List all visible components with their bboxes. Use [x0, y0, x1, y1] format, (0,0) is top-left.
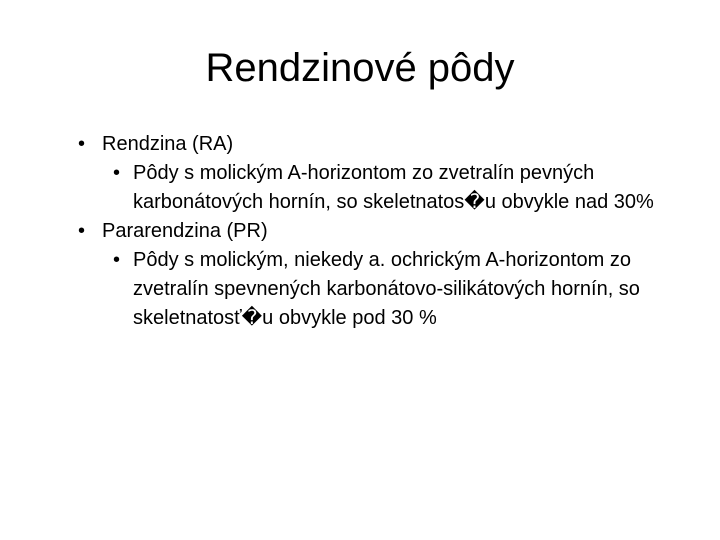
bullet-rendzina [0, 130, 692, 159]
bullet-pararendzina [0, 217, 692, 246]
sub-bullet-pararendzina [0, 246, 673, 333]
bullet-heading-pararendzina: Pararendzina (PR) [102, 220, 268, 242]
sub-bullet-text-rendzina: Pôdy s molickým A-horizontom zo zvetralín pevných karbonátových hornín, so skeletnatos�u obvykle nad 30% [133, 162, 654, 213]
sub-bullet-marker: • [113, 249, 121, 271]
bullet-marker: • [78, 220, 86, 242]
sub-bullet-marker: • [113, 162, 121, 184]
sub-bullet-text-pararendzina: Pôdy s molickým, niekedy a. ochrickým A-horizontom zo zvetralín spevnených karbonátovo-silikátových hornín, so skeletnatosť�u obvykle pod 30 % [133, 249, 640, 329]
bullet-heading-rendzina: Rendzina (RA) [102, 133, 234, 155]
sub-bullet-rendzina [0, 159, 673, 217]
bullet-marker: • [78, 133, 86, 155]
bullet-list [0, 130, 720, 333]
slide-title: Rendzinové pôdy [205, 46, 515, 90]
